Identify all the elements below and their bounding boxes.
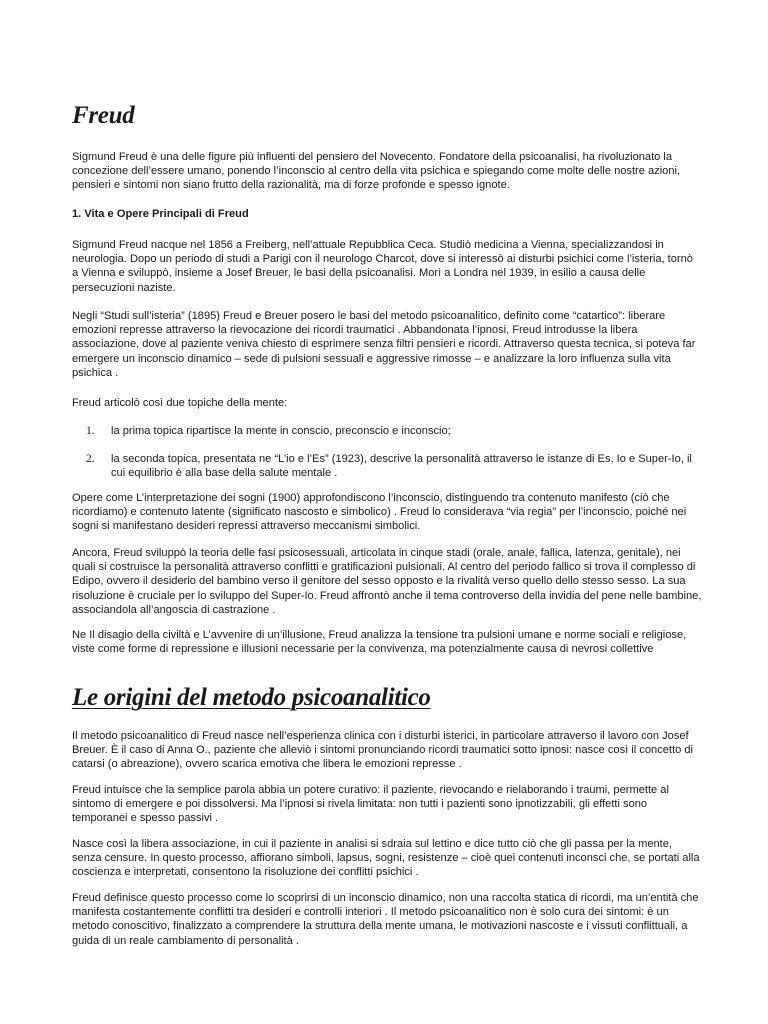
- list-item-text: la seconda topica, presentata ne “L’io e l’Es” (1923), descrive la personalità attraverso le istanze di Es, Io e Super-Io, il cui equilibrio è alla base della salute mentale .: [111, 453, 692, 480]
- paragraph-inconscio-dinamico: Freud definisce questo processo come lo scoprirsi di un inconscio dinamico, non una raccolta statica di ricordi, ma un’entità che manifesta costantemente conflitti tra desideri e controlli interiori . Il metodo psicoanalitico non è solo cura dei sintomi: è un metodo conoscitivo, finalizzato a comprendere la struttura della mente umana, le motivazioni nascoste e i vissuti conflittuali, a guida di un reale cambiamento di personalità .: [72, 892, 699, 947]
- paragraph-studi-isteria: Negli “Studi sull’isteria” (1895) Freud e Breuer posero le basi del metodo psicoanalitico, definito come “catartico”: liberare emozioni represse attraverso la rievocazione dei ricordi traumatici . Abbandonata l’ipnosi, Freud introdusse la libera associazione, dove al paziente veniva chiesto di esprimere senza filtri pensieri e ricordi. Attraverso questa tecnica, si poteva far emergere un inconscio dinamico – sede di pulsioni sessuali e aggressive rimosse – e analizzare la loro influenza sulla vita psichica .: [72, 310, 696, 379]
- section-title-origini: Le origini del metodo psicoanalitico: [72, 684, 431, 711]
- list-item-text: la prima topica ripartisce la mente in conscio, preconscio e inconscio;: [111, 425, 451, 437]
- intro-paragraph: Sigmund Freud è una delle figure più influenti del pensiero del Novecento. Fondatore della psicoanalisi, ha rivoluzionato la concezione dell’essere umano, ponendo l’inconscio al centro della vita psichica e spiegando come molte delle nostre azioni, pensieri e sintomi non siano frutto della razionalità, ma di forze profonde e spesso ignote.: [72, 151, 681, 192]
- list-number: 1.: [86, 425, 95, 437]
- list-number: 2.: [86, 453, 95, 465]
- paragraph-biography: Sigmund Freud nacque nel 1856 a Freiberg, nell’attuale Repubblica Ceca. Studiò medicina a Vienna, specializzandosi in neurologia. Dopo un periodo di studi a Parigi con il neurologo Charcot, dove si interessò ai disturbi psichici come l’isteria, tornò a Vienna e sviluppò, insieme a Josef Breuer, le basi della psicoanalisi. Morì a Londra nel 1939, in esilio a causa delle persecuzioni naziste.: [72, 239, 693, 294]
- page-title: Freud: [72, 102, 135, 129]
- paragraph-disagio-civilta: Ne Il disagio della civiltà e L’avvenire di un’illusione, Freud analizza la tensione tra pulsioni umane e norme sociali e religiose, viste come forme di repressione e illusioni necessarie per la convivenza, ma potenzialmente causa di nevrosi collettive: [72, 629, 687, 656]
- paragraph-topiche-intro: Freud articolò così due topiche della mente:: [72, 397, 288, 409]
- paragraph-parola-curativa: Freud intuisce che la semplice parola abbia un potere curativo: il paziente, rievocando e rielaborando i traumi, permette al sintomo di emergere e poi dissolversi. Ma l’ipnosi si rivela limitata: non tutti i pazienti sono ipnotizzabili, gli effetti sono temporanei e spesso passivi .: [72, 784, 669, 825]
- paragraph-libera-associazione: Nasce così la libera associazione, in cui il paziente in analisi si sdraia sul lettino e dice tutto ciò che gli passa per la mente, senza censure. In questo processo, affiorano simboli, lapsus, sogni, resistenze – cioè quei contenuti inconsci che, se portati alla coscienza e interpretati, consentono la risoluzione dei conflitti psichici .: [72, 838, 700, 879]
- section-heading-vita-opere: 1. Vita e Opere Principali di Freud: [72, 208, 249, 220]
- paragraph-fasi-psicosessuali: Ancora, Freud sviluppò la teoria delle fasi psicosessuali, articolata in cinque stadi (orale, anale, fallica, latenza, genitale), nei quali si costruisce la personalità attraverso conflitti e gratificazioni pulsionali. Al centro del periodo fallico si trova il complesso di Edipo, ovvero il desiderio del bambino verso il genitore del sesso opposto e la rivalità verso quello dello stesso sesso. La sua risoluzione è cruciale per lo sviluppo del Super-Io. Freud affrontò anche il tema controverso della invidia del pene nelle bambine, associandola all’angoscia di castrazione .: [72, 547, 702, 616]
- paragraph-metodo-origini: Il metodo psicoanalitico di Freud nasce nell’esperienza clinica con i disturbi isterici, in particolare attraverso il lavoro con Josef Breuer. È il caso di Anna O., paziente che alleviò i sintomi pronunciando ricordi traumatici sotto ipnosi: nasce così il concetto di catarsi (o abreazione), ovvero scarica emotiva che libera le emozioni represse .: [72, 730, 693, 771]
- paragraph-sogni: Opere come L’interpretazione dei sogni (1900) approfondiscono l’inconscio, distinguendo tra contenuto manifesto (ciò che ricordiamo) e contenuto latente (significato nascosto e simbolico) . Freud lo considerava “via regia” per l’inconscio, poiché nei sogni si manifestano desideri repressi attraverso meccanismi simbolici.: [72, 492, 687, 533]
